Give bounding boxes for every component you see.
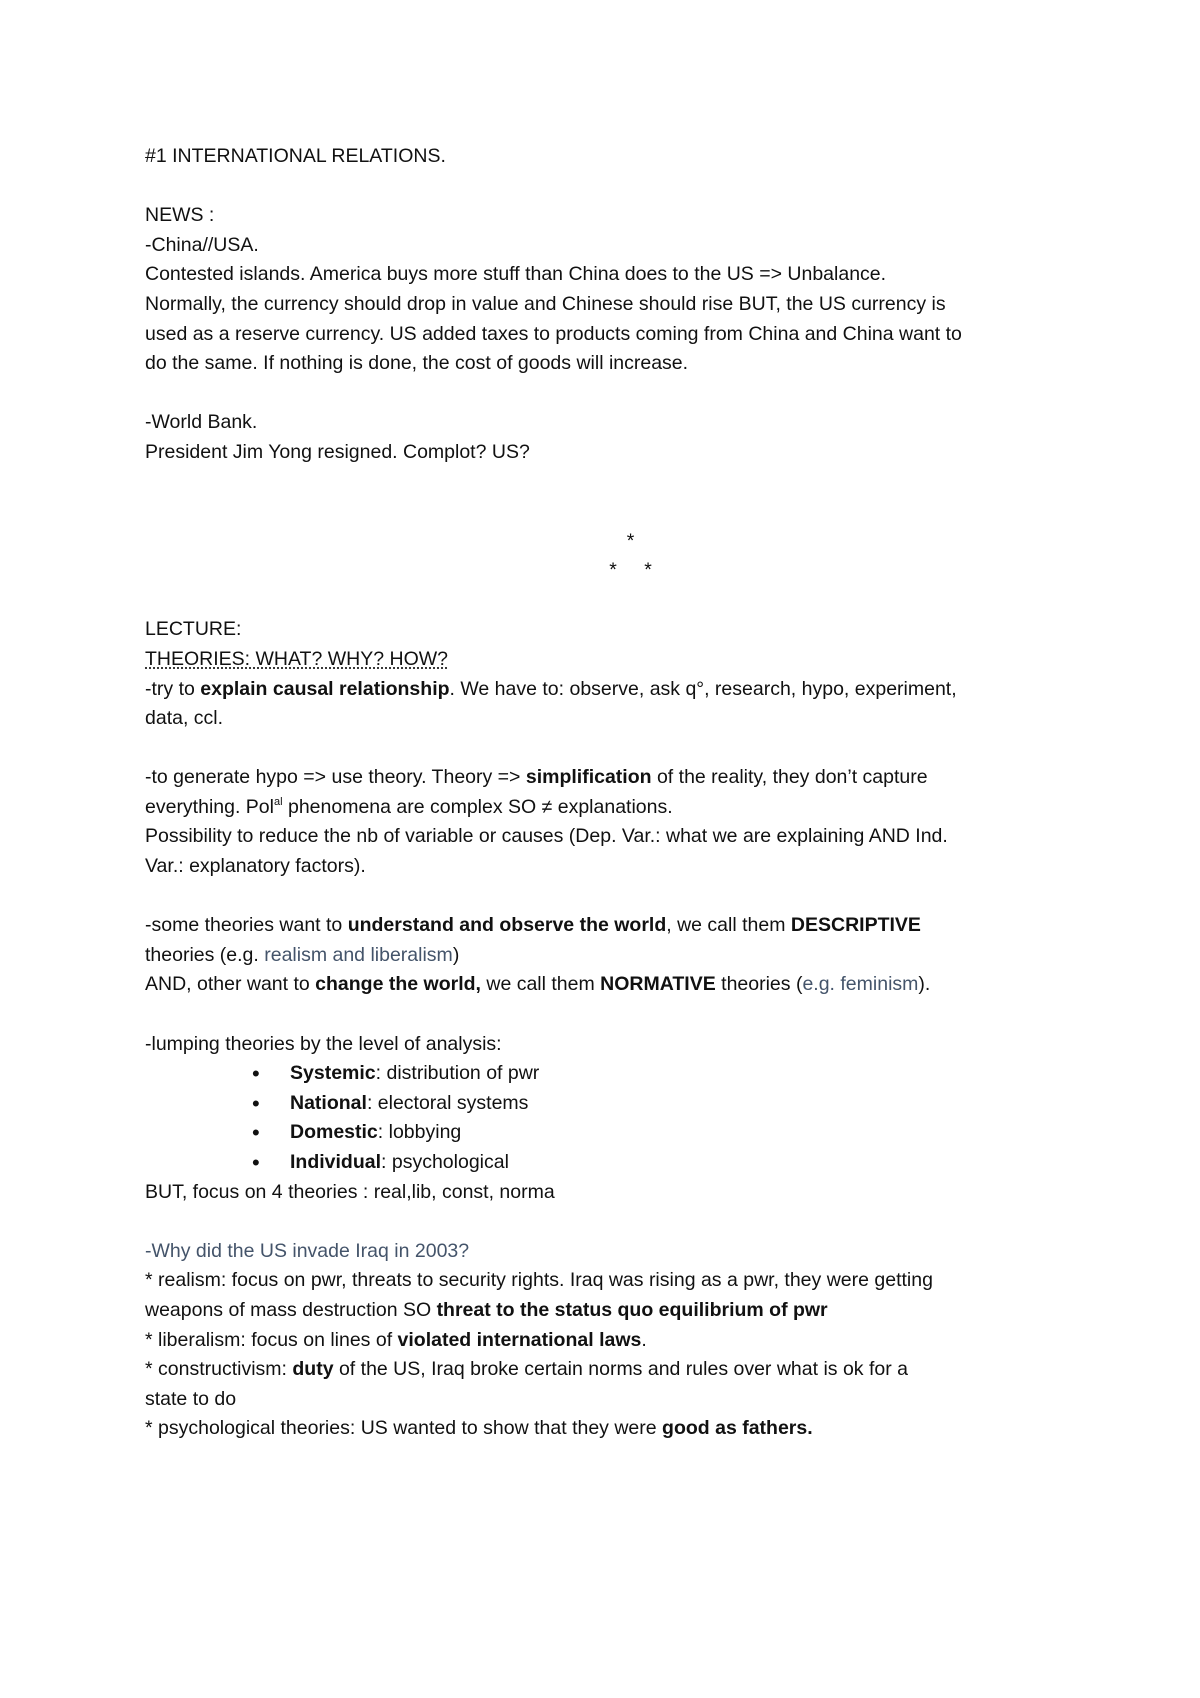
text-run: * liberalism: focus on lines of (145, 1328, 398, 1351)
text-run: . We have to: observe, ask q°, research, hypo, experiment, (449, 677, 957, 700)
bold-text: National (290, 1091, 367, 1114)
text-run: ) (452, 943, 460, 966)
paragraph-line (145, 1326, 1080, 1356)
text-run: we call them (480, 973, 601, 996)
bold-text: violated international laws (397, 1328, 642, 1351)
text-run: : psychological (381, 1151, 509, 1173)
spacer (145, 586, 1080, 616)
bold-text: DESCRIPTIVE (790, 914, 921, 937)
news-paragraph-line: Contested islands. America buys more stuff than China does to the US => Unbalance. (145, 263, 887, 286)
bold-text: Systemic (290, 1062, 376, 1085)
paragraph-line (145, 763, 1080, 793)
list-item (252, 1089, 1080, 1119)
theories-heading: THEORIES: WHAT? WHY? HOW? (145, 647, 448, 670)
text-run: theories ( (715, 973, 803, 996)
spacer (145, 172, 1080, 202)
news-paragraph-line: do the same. If nothing is done, the cost of goods will increase. (145, 352, 689, 375)
paragraph-line (145, 911, 1080, 941)
spacer (145, 1000, 1080, 1030)
bold-text: Domestic (290, 1121, 378, 1144)
text-run: -to generate hypo => use theory. Theory => (145, 766, 526, 789)
news-paragraph-line: Normally, the currency should drop in value and Chinese should rise BUT, the US currency is (145, 292, 946, 315)
text-run: * psychological theories: US wanted to show that they were (145, 1417, 663, 1440)
text-run: ). (918, 973, 931, 996)
text-run: everything. Pol (145, 795, 274, 818)
text-run: phenomena are complex SO ≠ explanations. (282, 795, 673, 818)
bullet-icon: • (252, 1090, 260, 1116)
bold-text: threat to the status quo equilibrium of pwr (436, 1298, 828, 1321)
text-run: -try to (145, 677, 201, 700)
list-item (252, 1059, 1080, 1089)
lecture-subheading (145, 645, 1080, 675)
separator-star-top: * (626, 529, 635, 552)
text-run: : distribution of pwr (375, 1062, 540, 1085)
text-run: -some theories want to (145, 914, 348, 937)
separator-star-bottom: * * (609, 559, 652, 582)
spacer (145, 882, 1080, 912)
paragraph-line: Var.: explanatory factors). (145, 855, 366, 878)
news-paragraph-line: President Jim Yong resigned. Complot? US? (145, 440, 530, 463)
text-run: . (641, 1328, 647, 1351)
list-item (252, 1148, 1080, 1178)
document-title: #1 INTERNATIONAL RELATIONS. (145, 145, 446, 167)
bold-text: understand and observe the world (347, 914, 667, 937)
paragraph-line: -lumping theories by the level of analysis: (145, 1032, 502, 1055)
spacer (145, 468, 1080, 527)
levels-list (145, 1059, 1080, 1177)
text-run: weapons of mass destruction SO (145, 1298, 437, 1321)
bold-text: good as fathers. (662, 1417, 813, 1440)
spacer (145, 1207, 1080, 1237)
question-line: -Why did the US invade Iraq in 2003? (145, 1239, 470, 1262)
news-item-china-usa: -China//USA. (145, 233, 259, 256)
bold-text: explain causal relationship (200, 677, 450, 700)
bold-text: change the world, (315, 973, 481, 996)
bullet-icon: • (252, 1061, 260, 1087)
paragraph-line (145, 1414, 1080, 1444)
highlighted-text: realism and liberalism (264, 943, 453, 966)
superscript: al (274, 795, 283, 808)
news-item-world-bank: -World Bank. (145, 411, 258, 434)
spacer (145, 379, 1080, 409)
highlighted-text: e.g. feminism (802, 973, 919, 996)
spacer (145, 734, 1080, 764)
news-paragraph-line: used as a reserve currency. US added taxes to products coming from China and China want to (145, 322, 962, 345)
paragraph-line (145, 941, 1080, 971)
text-run: : lobbying (377, 1121, 462, 1144)
bold-text: Individual (290, 1151, 382, 1173)
text-run: of the US, Iraq broke certain norms and rules over what is ok for a (333, 1358, 908, 1381)
text-run: theories (e.g. (145, 943, 265, 966)
paragraph-line (145, 1355, 1080, 1385)
bullet-icon: • (252, 1120, 260, 1146)
paragraph-line (145, 675, 1080, 705)
paragraph-line: state to do (145, 1387, 237, 1410)
paragraph-line (145, 1296, 1080, 1326)
bold-text: duty (292, 1358, 334, 1381)
news-heading: NEWS : (145, 204, 215, 227)
paragraph-line: Possibility to reduce the nb of variable or causes (Dep. Var.: what we are explaining AND Ind. (145, 825, 948, 848)
paragraph-line (145, 793, 1080, 823)
text-run: of the reality, they don’t capture (651, 766, 928, 789)
text-run: : electoral systems (366, 1091, 529, 1114)
bold-text: simplification (525, 766, 652, 789)
paragraph-line: BUT, focus on 4 theories : real,lib, const, norma (145, 1180, 555, 1203)
paragraph-line: * realism: focus on pwr, threats to security rights. Iraq was rising as a pwr, they were getting (145, 1269, 933, 1292)
list-item (252, 1118, 1080, 1148)
bold-text: NORMATIVE (600, 973, 716, 996)
text-run: * constructivism: (145, 1358, 293, 1381)
paragraph-line: data, ccl. (145, 707, 224, 730)
lecture-heading: LECTURE: (145, 618, 242, 641)
bullet-icon: • (252, 1150, 260, 1175)
text-run: , we call them (666, 914, 791, 937)
text-run: AND, other want to (145, 973, 316, 996)
paragraph-line (145, 970, 1080, 1000)
